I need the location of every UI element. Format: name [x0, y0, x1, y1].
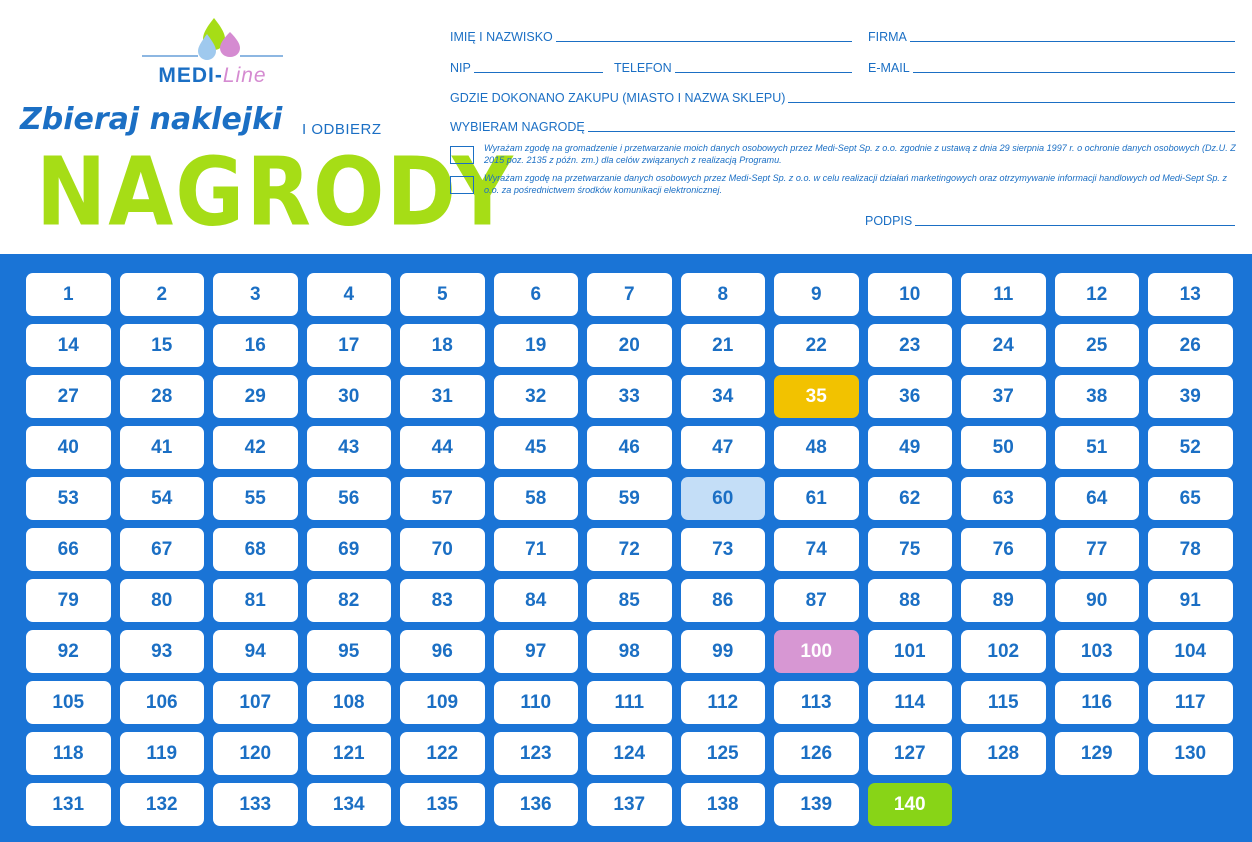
sticker-slot-35[interactable]: 35: [774, 375, 859, 418]
sticker-slot-39[interactable]: 39: [1148, 375, 1233, 418]
page-title: NAGRODY: [36, 137, 515, 248]
sticker-slot-21[interactable]: 21: [681, 324, 766, 367]
medi-line-logo: [140, 14, 285, 86]
sticker-slot-121[interactable]: 121: [307, 732, 392, 775]
sticker-slot-105[interactable]: 105: [26, 681, 111, 724]
sticker-slot-18[interactable]: 18: [400, 324, 485, 367]
sticker-slot-61[interactable]: 61: [774, 477, 859, 520]
sticker-slot-122[interactable]: 122: [400, 732, 485, 775]
name-label: IMIĘ I NAZWISKO: [450, 30, 553, 44]
sticker-slot-83[interactable]: 83: [400, 579, 485, 622]
sticker-slot-99[interactable]: 99: [681, 630, 766, 673]
sticker-slot-22[interactable]: 22: [774, 324, 859, 367]
sticker-slot-132[interactable]: 132: [120, 783, 205, 826]
sticker-slot-44[interactable]: 44: [400, 426, 485, 469]
sticker-slot-53[interactable]: 53: [26, 477, 111, 520]
phone-label: TELEFON: [614, 61, 672, 75]
slogan-sub: I ODBIERZ: [302, 121, 382, 138]
sticker-slot-76[interactable]: 76: [961, 528, 1046, 571]
sticker-slot-81[interactable]: 81: [213, 579, 298, 622]
sticker-slot-79[interactable]: 79: [26, 579, 111, 622]
sticker-slot-4[interactable]: 4: [307, 273, 392, 316]
sticker-slot-66[interactable]: 66: [26, 528, 111, 571]
sticker-slot-64[interactable]: 64: [1055, 477, 1140, 520]
sticker-slot-25[interactable]: 25: [1055, 324, 1140, 367]
prize-label: WYBIERAM NAGRODĘ: [450, 120, 585, 134]
sticker-slot-65[interactable]: 65: [1148, 477, 1233, 520]
sticker-slot-14[interactable]: 14: [26, 324, 111, 367]
sticker-slot-115[interactable]: 115: [961, 681, 1046, 724]
sticker-slot-11[interactable]: 11: [961, 273, 1046, 316]
phone-field[interactable]: [614, 61, 852, 75]
sticker-slot-82[interactable]: 82: [307, 579, 392, 622]
logo-word: MEDI-: [158, 64, 223, 87]
sticker-slot-42[interactable]: 42: [213, 426, 298, 469]
sticker-slot-102[interactable]: 102: [961, 630, 1046, 673]
sticker-slot-88[interactable]: 88: [868, 579, 953, 622]
consent-data-processing-checkbox[interactable]: [450, 146, 474, 164]
sticker-slot-100[interactable]: 100: [774, 630, 859, 673]
signature-field[interactable]: [865, 214, 1235, 228]
sticker-slot-32[interactable]: 32: [494, 375, 579, 418]
sticker-slot-125[interactable]: 125: [681, 732, 766, 775]
sticker-slot-74[interactable]: 74: [774, 528, 859, 571]
sticker-slot-86[interactable]: 86: [681, 579, 766, 622]
sticker-slot-69[interactable]: 69: [307, 528, 392, 571]
sticker-slot-95[interactable]: 95: [307, 630, 392, 673]
sticker-slot-36[interactable]: 36: [868, 375, 953, 418]
slogan: Zbieraj naklejki: [20, 102, 283, 137]
sticker-slot-89[interactable]: 89: [961, 579, 1046, 622]
logo-word-suffix: Line: [222, 64, 267, 87]
sticker-slot-62[interactable]: 62: [868, 477, 953, 520]
sticker-slot-107[interactable]: 107: [213, 681, 298, 724]
sticker-slot-94[interactable]: 94: [213, 630, 298, 673]
sticker-slot-87[interactable]: 87: [774, 579, 859, 622]
sticker-slot-13[interactable]: 13: [1148, 273, 1233, 316]
sticker-slot-9[interactable]: 9: [774, 273, 859, 316]
sticker-slot-113[interactable]: 113: [774, 681, 859, 724]
sticker-slot-91[interactable]: 91: [1148, 579, 1233, 622]
sticker-slot-2[interactable]: 2: [120, 273, 205, 316]
sticker-slot-41[interactable]: 41: [120, 426, 205, 469]
sticker-slot-17[interactable]: 17: [307, 324, 392, 367]
consent-marketing-checkbox[interactable]: [450, 176, 474, 194]
sticker-slot-72[interactable]: 72: [587, 528, 672, 571]
sticker-slot-78[interactable]: 78: [1148, 528, 1233, 571]
sticker-slot-37[interactable]: 37: [961, 375, 1046, 418]
purchase-place-line[interactable]: [788, 102, 1235, 103]
sticker-slot-43[interactable]: 43: [307, 426, 392, 469]
sticker-slot-73[interactable]: 73: [681, 528, 766, 571]
nip-field[interactable]: [450, 61, 603, 75]
purchase-place-label: GDZIE DOKONANO ZAKUPU (MIASTO I NAZWA SKLEPU): [450, 91, 786, 105]
nip-line[interactable]: [474, 72, 603, 73]
sticker-slot-112[interactable]: 112: [681, 681, 766, 724]
sticker-slot-57[interactable]: 57: [400, 477, 485, 520]
sticker-slot-126[interactable]: 126: [774, 732, 859, 775]
sticker-slot-101[interactable]: 101: [868, 630, 953, 673]
sticker-slot-63[interactable]: 63: [961, 477, 1046, 520]
sticker-slot-15[interactable]: 15: [120, 324, 205, 367]
sticker-slot-47[interactable]: 47: [681, 426, 766, 469]
sticker-slot-110[interactable]: 110: [494, 681, 579, 724]
sticker-slot-27[interactable]: 27: [26, 375, 111, 418]
consent-data-processing: [450, 142, 1238, 166]
sticker-slot-140[interactable]: 140: [868, 783, 953, 826]
sticker-slot-120[interactable]: 120: [213, 732, 298, 775]
sticker-slot-34[interactable]: 34: [681, 375, 766, 418]
sticker-slot-12[interactable]: 12: [1055, 273, 1140, 316]
sticker-slot-119[interactable]: 119: [120, 732, 205, 775]
sticker-slot-130[interactable]: 130: [1148, 732, 1233, 775]
signature-label: PODPIS: [865, 214, 913, 228]
prize-line[interactable]: [588, 131, 1235, 132]
sticker-slot-71[interactable]: 71: [494, 528, 579, 571]
sticker-slot-127[interactable]: 127: [868, 732, 953, 775]
sticker-slot-118[interactable]: 118: [26, 732, 111, 775]
email-field[interactable]: [868, 61, 1235, 75]
sticker-slot-90[interactable]: 90: [1055, 579, 1140, 622]
sticker-slot-33[interactable]: 33: [587, 375, 672, 418]
nip-label: NIP: [450, 61, 471, 75]
sticker-slot-80[interactable]: 80: [120, 579, 205, 622]
sticker-slot-45[interactable]: 45: [494, 426, 579, 469]
sticker-slot-109[interactable]: 109: [400, 681, 485, 724]
sticker-slot-111[interactable]: 111: [587, 681, 672, 724]
sticker-slot-38[interactable]: 38: [1055, 375, 1140, 418]
sticker-slot-5[interactable]: 5: [400, 273, 485, 316]
sticker-slot-124[interactable]: 124: [587, 732, 672, 775]
sticker-slot-7[interactable]: 7: [587, 273, 672, 316]
company-field[interactable]: [868, 30, 1235, 44]
sticker-slot-98[interactable]: 98: [587, 630, 672, 673]
email-line[interactable]: [913, 72, 1235, 73]
sticker-slot-1[interactable]: 1: [26, 273, 111, 316]
header: [0, 0, 1252, 254]
consent-marketing: [450, 172, 1238, 196]
sticker-slot-10[interactable]: 10: [868, 273, 953, 316]
sticker-slot-108[interactable]: 108: [307, 681, 392, 724]
sticker-slot-54[interactable]: 54: [120, 477, 205, 520]
sticker-slot-93[interactable]: 93: [120, 630, 205, 673]
sticker-slot-24[interactable]: 24: [961, 324, 1046, 367]
sticker-slot-67[interactable]: 67: [120, 528, 205, 571]
sticker-slot-137[interactable]: 137: [587, 783, 672, 826]
sticker-slot-31[interactable]: 31: [400, 375, 485, 418]
sticker-slot-116[interactable]: 116: [1055, 681, 1140, 724]
prize-field[interactable]: [450, 120, 1235, 134]
sticker-slot-26[interactable]: 26: [1148, 324, 1233, 367]
sticker-slot-77[interactable]: 77: [1055, 528, 1140, 571]
sticker-slot-131[interactable]: 131: [26, 783, 111, 826]
sticker-slot-46[interactable]: 46: [587, 426, 672, 469]
sticker-slot-97[interactable]: 97: [494, 630, 579, 673]
name-field[interactable]: [450, 30, 852, 44]
sticker-slot-103[interactable]: 103: [1055, 630, 1140, 673]
sticker-slot-3[interactable]: 3: [213, 273, 298, 316]
sticker-slot-117[interactable]: 117: [1148, 681, 1233, 724]
sticker-slot-51[interactable]: 51: [1055, 426, 1140, 469]
sticker-slot-59[interactable]: 59: [587, 477, 672, 520]
sticker-slot-16[interactable]: 16: [213, 324, 298, 367]
sticker-slot-70[interactable]: 70: [400, 528, 485, 571]
sticker-board: [0, 254, 1252, 842]
logo-wordmark: [140, 64, 285, 88]
sticker-slot-75[interactable]: 75: [868, 528, 953, 571]
sticker-slot-28[interactable]: 28: [120, 375, 205, 418]
consent-data-processing-text: Wyrażam zgodę na gromadzenie i przetwarzanie moich danych osobowych przez Medi-Sept Sp. z o.o. zgodnie z ustawą z dnia 29 sierpnia 1997 r. o ochronie danych osobowych (Dz.U. Z 2015 poz. 2135 z późn. zm.) dla celów związanych z realizacją Programu.: [484, 143, 1236, 165]
name-line[interactable]: [556, 41, 852, 42]
purchase-place-field[interactable]: [450, 91, 1235, 105]
sticker-grid: [26, 273, 1237, 826]
sticker-slot-58[interactable]: 58: [494, 477, 579, 520]
sticker-slot-40[interactable]: 40: [26, 426, 111, 469]
sticker-slot-129[interactable]: 129: [1055, 732, 1140, 775]
sticker-slot-8[interactable]: 8: [681, 273, 766, 316]
sticker-slot-50[interactable]: 50: [961, 426, 1046, 469]
sticker-slot-19[interactable]: 19: [494, 324, 579, 367]
sticker-slot-56[interactable]: 56: [307, 477, 392, 520]
sticker-slot-128[interactable]: 128: [961, 732, 1046, 775]
sticker-slot-6[interactable]: 6: [494, 273, 579, 316]
sticker-slot-55[interactable]: 55: [213, 477, 298, 520]
sticker-slot-139[interactable]: 139: [774, 783, 859, 826]
company-line[interactable]: [910, 41, 1235, 42]
sticker-slot-134[interactable]: 134: [307, 783, 392, 826]
email-label: E-MAIL: [868, 61, 910, 75]
signature-line[interactable]: [915, 225, 1235, 226]
sticker-slot-133[interactable]: 133: [213, 783, 298, 826]
sticker-slot-96[interactable]: 96: [400, 630, 485, 673]
sticker-slot-123[interactable]: 123: [494, 732, 579, 775]
sticker-slot-136[interactable]: 136: [494, 783, 579, 826]
sticker-slot-20[interactable]: 20: [587, 324, 672, 367]
sticker-slot-104[interactable]: 104: [1148, 630, 1233, 673]
sticker-slot-106[interactable]: 106: [120, 681, 205, 724]
sticker-slot-92[interactable]: 92: [26, 630, 111, 673]
sticker-slot-49[interactable]: 49: [868, 426, 953, 469]
consent-marketing-text: Wyrażam zgodę na przetwarzanie danych osobowych przez Medi-Sept Sp. z o.o. w celu realizacji działań marketingowych oraz otrzymywanie informacji handlowych od Medi-Sept Sp. z o.o. za pośrednictwem środków komunikacji elektronicznej.: [484, 173, 1227, 195]
sticker-slot-30[interactable]: 30: [307, 375, 392, 418]
sticker-slot-52[interactable]: 52: [1148, 426, 1233, 469]
sticker-slot-138[interactable]: 138: [681, 783, 766, 826]
sticker-slot-114[interactable]: 114: [868, 681, 953, 724]
sticker-slot-135[interactable]: 135: [400, 783, 485, 826]
phone-line[interactable]: [675, 72, 852, 73]
company-label: FIRMA: [868, 30, 907, 44]
sticker-slot-84[interactable]: 84: [494, 579, 579, 622]
sticker-slot-60[interactable]: 60: [681, 477, 766, 520]
sticker-slot-85[interactable]: 85: [587, 579, 672, 622]
sticker-slot-23[interactable]: 23: [868, 324, 953, 367]
sticker-slot-48[interactable]: 48: [774, 426, 859, 469]
sticker-slot-68[interactable]: 68: [213, 528, 298, 571]
sticker-slot-29[interactable]: 29: [213, 375, 298, 418]
